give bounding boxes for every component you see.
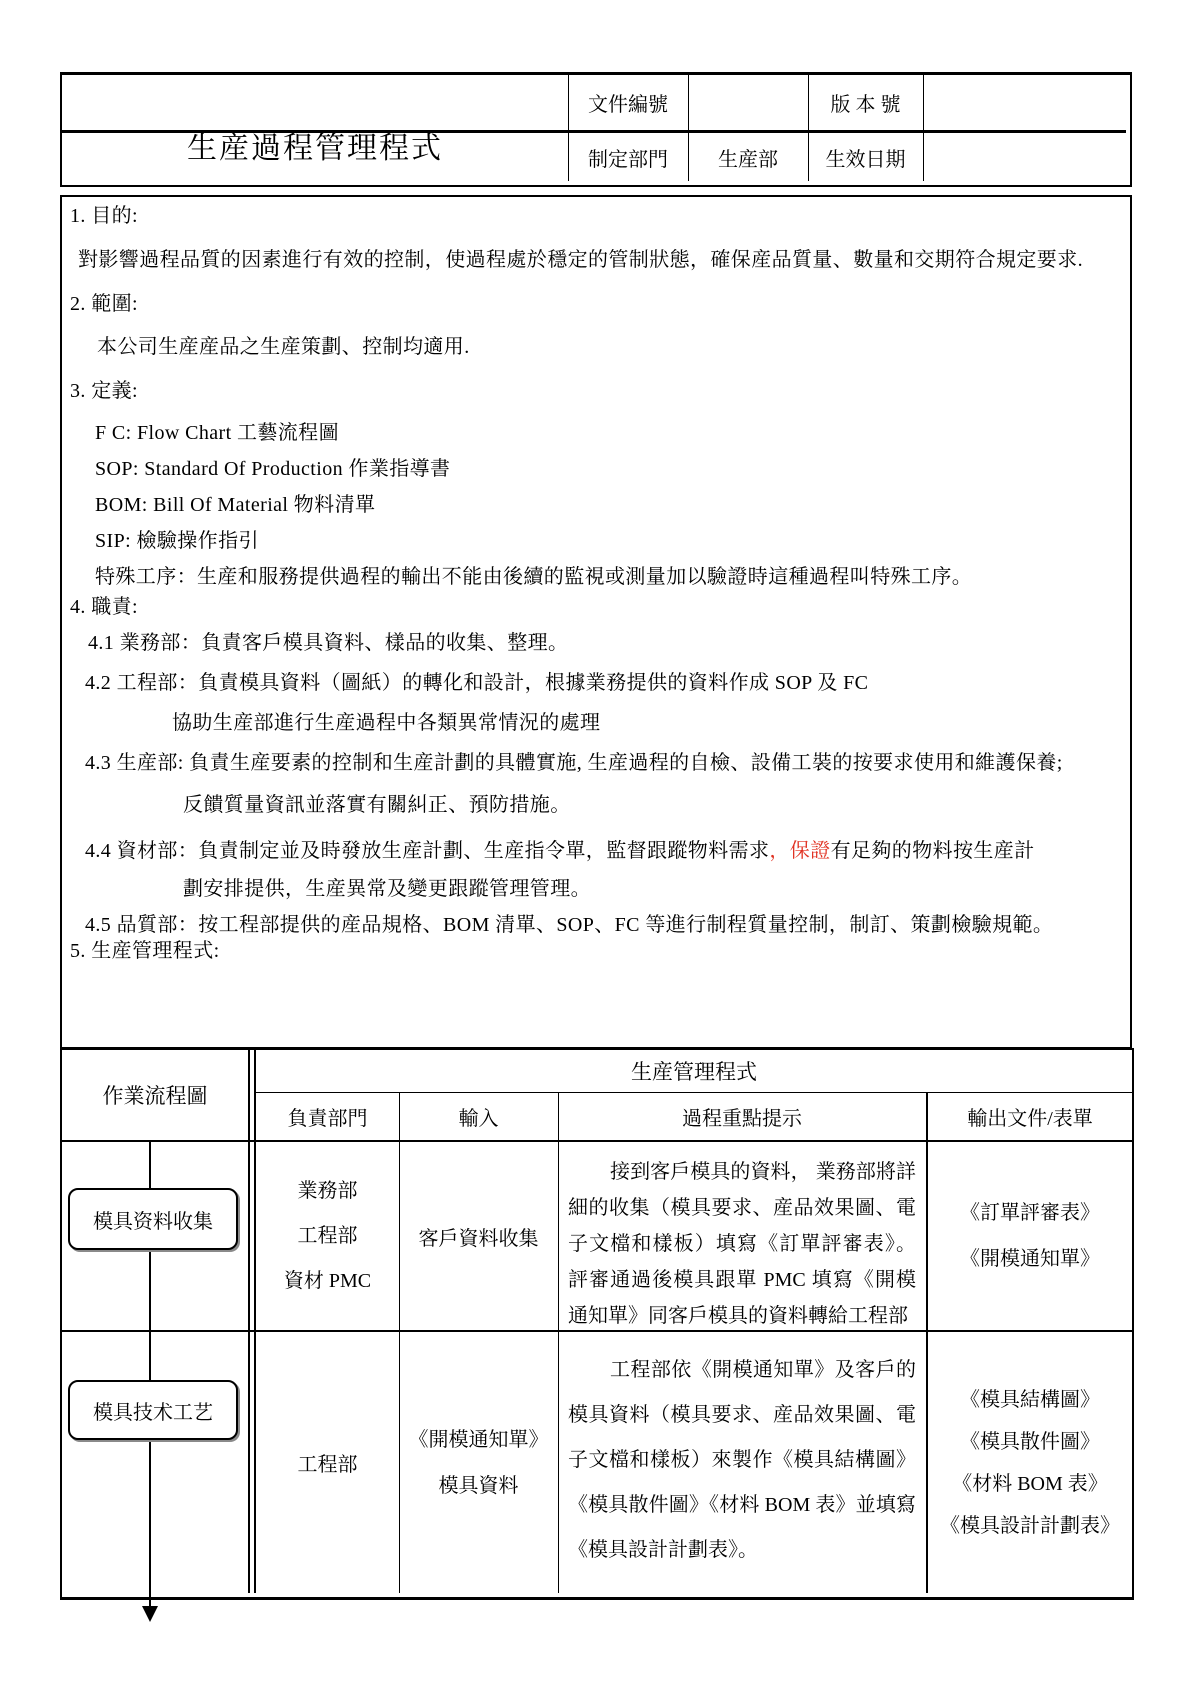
section-5-title: 5. 生産管理程式:	[70, 940, 220, 962]
department: 工程部	[297, 1454, 358, 1476]
duty-4-4	[85, 838, 1035, 864]
output-doc: 《模具結構圖》	[960, 1388, 1100, 1411]
flow-arrow-down-icon	[142, 1606, 158, 1622]
section-3-title: 3. 定義:	[70, 380, 138, 402]
duty-4-4-part3: 有足夠的物料按生産計	[830, 840, 1035, 862]
dept-value: 生産部	[718, 148, 778, 171]
row1-process-note: 接到客戶模具的資料， 業務部將詳細的收集（模具要求、産品效果圖、電子文檔和樣板）填寫《訂單評審表》。評審通過後模具跟單 PMC 填寫《開模通知單》同客戶模具的資料轉給工程部	[568, 1161, 916, 1327]
version-value	[923, 75, 1126, 130]
process-table	[60, 1048, 1134, 1600]
effective-label: 生效日期	[825, 148, 906, 171]
flow-line	[149, 1141, 151, 1188]
section-1-body: 對影響過程品質的因素進行有效的控制，使過程處於穩定的管制狀態，確保産品質量、數量和交期符合規定要求.	[78, 249, 1083, 271]
process-table-title: 生産管理程式	[631, 1060, 757, 1084]
output-doc: 《模具設計計劃表》	[940, 1514, 1120, 1537]
row2-departments	[256, 1332, 399, 1593]
column-header-input: 輸入	[458, 1107, 499, 1130]
doc-no-label: 文件編號	[588, 94, 668, 116]
row1-departments	[256, 1142, 399, 1330]
section-2-body: 本公司生産産品之生産策劃、控制均適用.	[97, 336, 470, 358]
row2-outputs	[928, 1332, 1132, 1593]
section-2-title: 2. 範圍:	[70, 293, 138, 315]
input-item: 《開模通知單》	[408, 1428, 549, 1451]
table-divider	[558, 1092, 559, 1593]
duty-4-4-part1: 4.4 資材部：負責制定並及時發放生産計劃、生産指令單，監督跟蹤物料需求	[85, 840, 770, 862]
department: 業務部	[297, 1179, 358, 1202]
row2-input	[399, 1332, 558, 1593]
department: 工程部	[297, 1224, 358, 1247]
definition-special-process: 特殊工序：生産和服務提供過程的輸出不能由後續的監視或測量加以驗證時這種過程叫特殊工序。	[95, 566, 973, 588]
definition-sip: SIP: 檢驗操作指引	[95, 530, 259, 552]
department: 資材 PMC	[283, 1269, 372, 1292]
duty-4-3: 4.3 生産部: 負責生産要素的控制和生産計劃的具體實施, 生産過程的自檢、設備工裝的按要求使用和維護保養;	[85, 752, 1063, 774]
flow-box-mold-data-collection: 模具资料收集	[68, 1188, 238, 1250]
section-1-title: 1. 目的:	[70, 205, 138, 227]
column-header-process-note: 過程重點提示	[682, 1107, 802, 1130]
duty-4-3-cont: 反饋質量資訊並落實有關糾正、預防措施。	[183, 794, 571, 816]
flow-column-header: 作業流程圖	[102, 1084, 208, 1108]
definition-bom: BOM: Bill Of Material 物料清單	[95, 494, 376, 516]
duty-4-5: 4.5 品質部：按工程部提供的産品規格、BOM 清單、SOP、FC 等進行制程質量控制，制訂、策劃檢驗規範。	[85, 914, 1054, 936]
duty-4-1: 4.1 業務部：負責客戶模具資料、樣品的收集、整理。	[88, 632, 569, 654]
duty-4-2-cont: 協助生産部進行生産過程中各類異常情況的處理	[172, 712, 601, 734]
row1-input	[399, 1142, 558, 1330]
flow-line	[149, 1438, 151, 1606]
duty-4-4-highlight: ，保證	[769, 840, 831, 862]
input-item: 客戶資料收集	[418, 1227, 539, 1250]
version-label: 版 本 號	[830, 94, 901, 116]
doc-no-value	[688, 75, 808, 130]
column-header-output: 輸出文件/表單	[967, 1107, 1093, 1130]
output-doc: 《開模通知單》	[960, 1248, 1100, 1270]
output-doc: 《模具散件圖》	[960, 1430, 1100, 1453]
output-doc: 《材料 BOM 表》	[952, 1472, 1108, 1495]
definition-fc: F C: Flow Chart 工藝流程圖	[95, 422, 339, 444]
header-table	[60, 72, 1132, 187]
column-header-department: 負責部門	[287, 1107, 368, 1130]
flow-line	[149, 1248, 151, 1380]
table-divider	[248, 1050, 250, 1593]
content-box	[60, 195, 1132, 1049]
section-4-title: 4. 職責:	[70, 596, 138, 618]
document-title: 生産過程管理程式	[187, 132, 443, 165]
row2-process-note: 工程部依《開模通知單》及客戶的模具資料（模具要求、産品效果圖、電子文檔和樣板）來製作《模具結構圖》《模具散件圖》《材料 BOM 表》並填寫《模具設計計劃表》。	[568, 1359, 916, 1561]
definition-sop: SOP: Standard Of Production 作業指導書	[95, 458, 451, 480]
flow-box-mold-tech-process: 模具技术工艺	[68, 1380, 238, 1440]
input-item: 模具資料	[438, 1474, 519, 1497]
dept-label: 制定部門	[588, 148, 668, 171]
effective-value	[923, 133, 1126, 181]
row1-outputs	[928, 1142, 1132, 1330]
duty-4-4-cont: 劃安排提供，生産異常及變更跟蹤管理管理。	[183, 878, 591, 900]
output-doc: 《訂單評審表》	[960, 1202, 1100, 1224]
duty-4-2: 4.2 工程部：負責模具資料（圖紙）的轉化和設計，根據業務提供的資料作成 SOP 及 FC	[85, 672, 869, 694]
